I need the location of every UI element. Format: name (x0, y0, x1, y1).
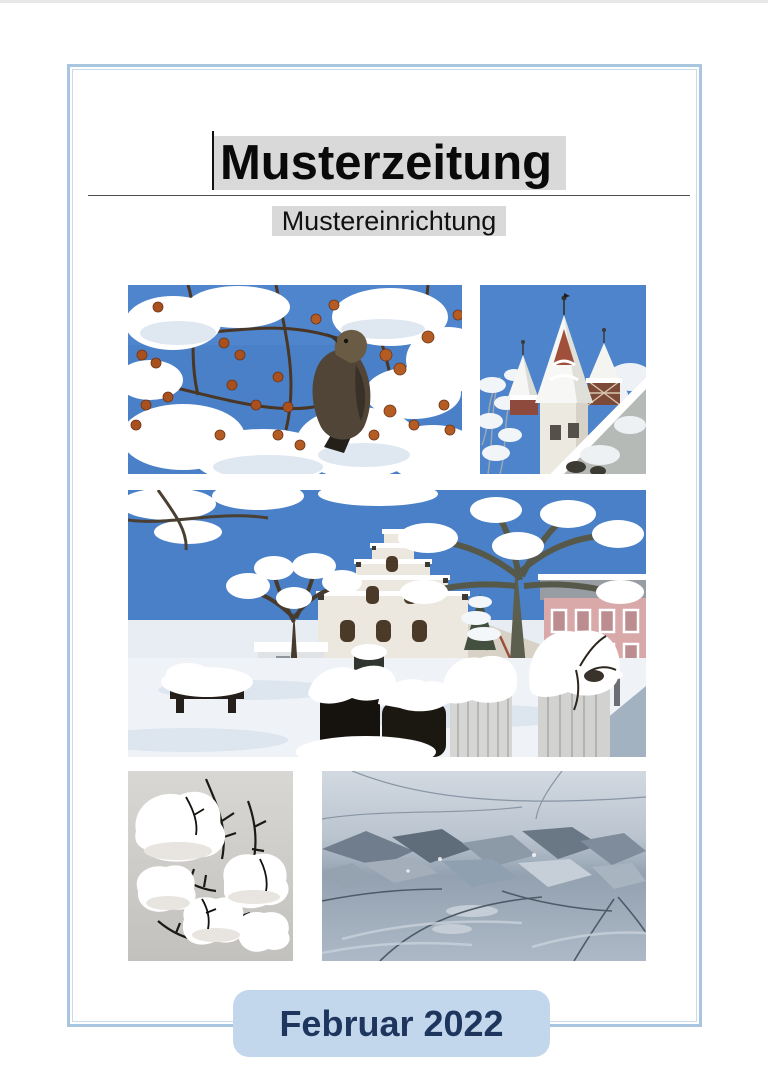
issue-date-label: Februar 2022 (279, 1002, 504, 1044)
issue-date-badge (233, 990, 550, 1057)
photo-bird-berries (128, 285, 462, 474)
photo-frozen-lake (322, 771, 646, 961)
photo-snow-tower (480, 285, 646, 474)
photo-town-square (128, 490, 646, 757)
subtitle-row (88, 206, 690, 236)
photo-snow-branches (128, 771, 293, 961)
newspaper-title (212, 136, 566, 190)
newspaper-subtitle: Mustereinrichtung (272, 206, 507, 236)
newspaper-title-text: Musterzeitung (219, 136, 553, 190)
title-rule (88, 136, 690, 196)
photo-collage (128, 285, 646, 961)
masthead (88, 136, 690, 236)
text-cursor (212, 131, 214, 190)
window-top-edge (0, 0, 768, 3)
